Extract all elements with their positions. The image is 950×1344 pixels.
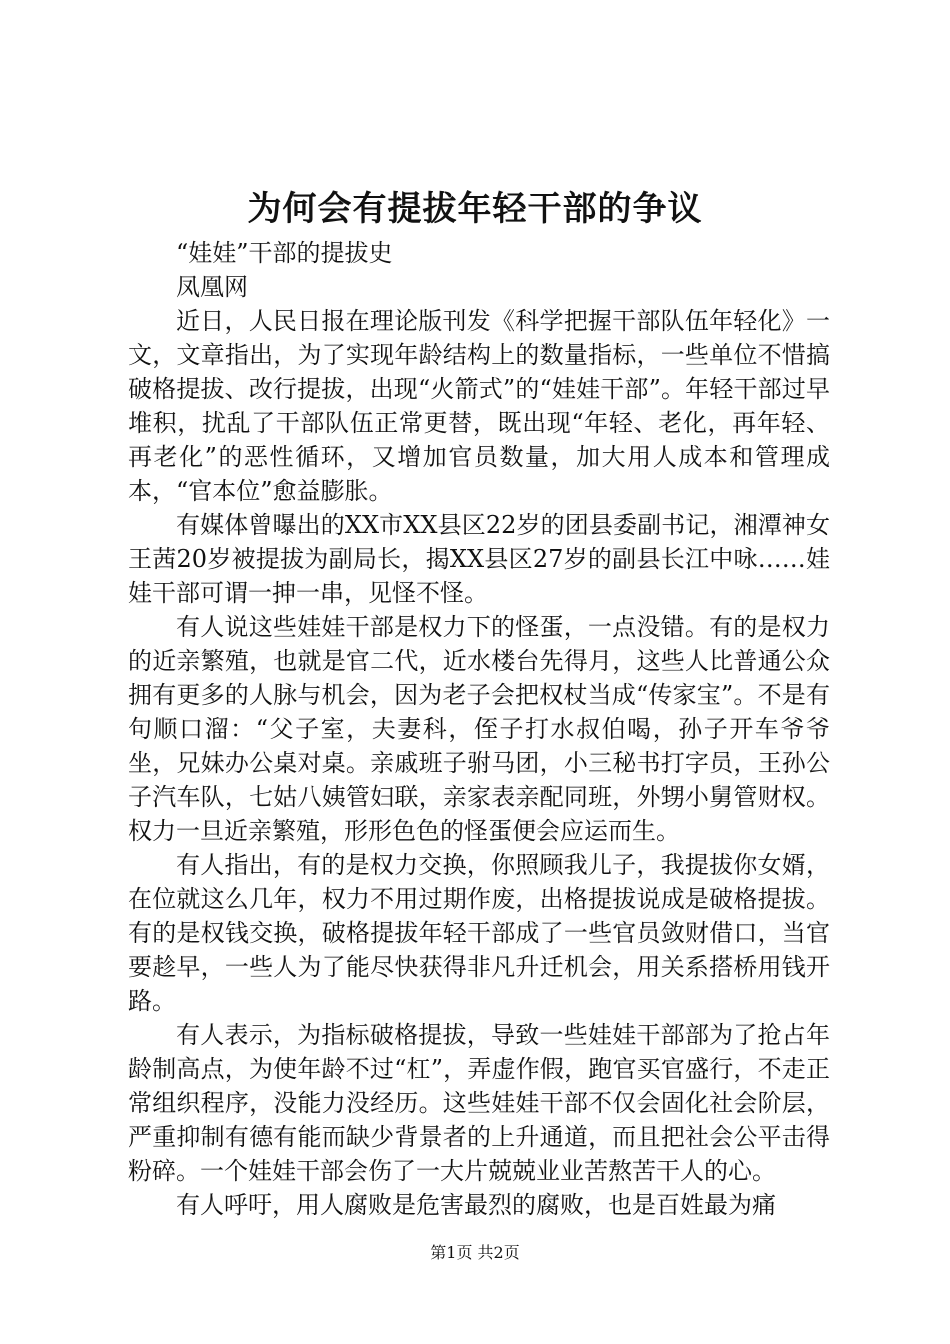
document-body [128,236,830,1222]
body-paragraph: 有人指出，有的是权力交换，你照顾我儿子，我提拔你女婿，在位就这么几年，权力不用过期作废，出格提拔说成是破格提拔。有的是权钱交换，破格提拔年轻干部成了一些官员敛财借口，当官要趁早，一些人为了能尽快获得非凡升迁机会，用关系搭桥用钱开路。 [128,851,830,1015]
subtitle-paragraph: “娃娃”干部的提拔史 [176,239,393,267]
body-paragraph: 近日，人民日报在理论版刊发《科学把握干部队伍年轻化》一文，文章指出，为了实现年龄结构上的数量指标，一些单位不惜搞破格提拔、改行提拔，出现“火箭式”的“娃娃干部”。年轻干部过早堆积，扰乱了干部队伍正常更替，既出现“年轻、老化，再年轻、再老化”的恶性循环，又增加官员数量，加大用人成本和管理成本，“官本位”愈益膨胀。 [128,307,830,505]
body-paragraph: 有人表示，为指标破格提拔，导致一些娃娃干部部为了抢占年龄制高点，为使年龄不过“杠”，弄虚作假，跑官买官盛行，不走正常组织程序，没能力没经历。这些娃娃干部不仅会固化社会阶层，严重抑制有德有能而缺少背景者的上升通道，而且把社会公平击得粉碎。一个娃娃干部会伤了一大片兢兢业业苦熬苦干人的心。 [128,1021,830,1185]
body-paragraph: 有媒体曾曝出的XX市XX县区22岁的团县委副书记，湘潭神女王茜20岁被提拔为副局长，揭XX县区27岁的副县长江中咏……娃娃干部可谓一抻一串，见怪不怪。 [128,511,830,607]
source-paragraph: 凤凰网 [176,273,248,301]
page-number-footer: 第1页 共2页 [430,1243,520,1262]
body-paragraph: 有人呼吁，用人腐败是危害最烈的腐败，也是百姓最为痛 [176,1191,776,1219]
document-title: 为何会有提拔年轻干部的争议 [247,189,703,229]
body-paragraph: 有人说这些娃娃干部是权力下的怪蛋，一点没错。有的是权力的近亲繁殖，也就是官二代，近水楼台先得月，这些人比普通公众拥有更多的人脉与机会，因为老子会把权杖当成“传家宝”。不是有句顺口溜：“父子室，夫妻科，侄子打水叔伯喝，孙子开车爷爷坐，兄妹办公桌对桌。亲戚班子驸马团，小三秘书打字员，王孙公子汽车队，七姑八姨管妇联，亲家表亲配同班，外甥小舅管财权。权力一旦近亲繁殖，形形色色的怪蛋便会应运而生。 [128,613,830,845]
